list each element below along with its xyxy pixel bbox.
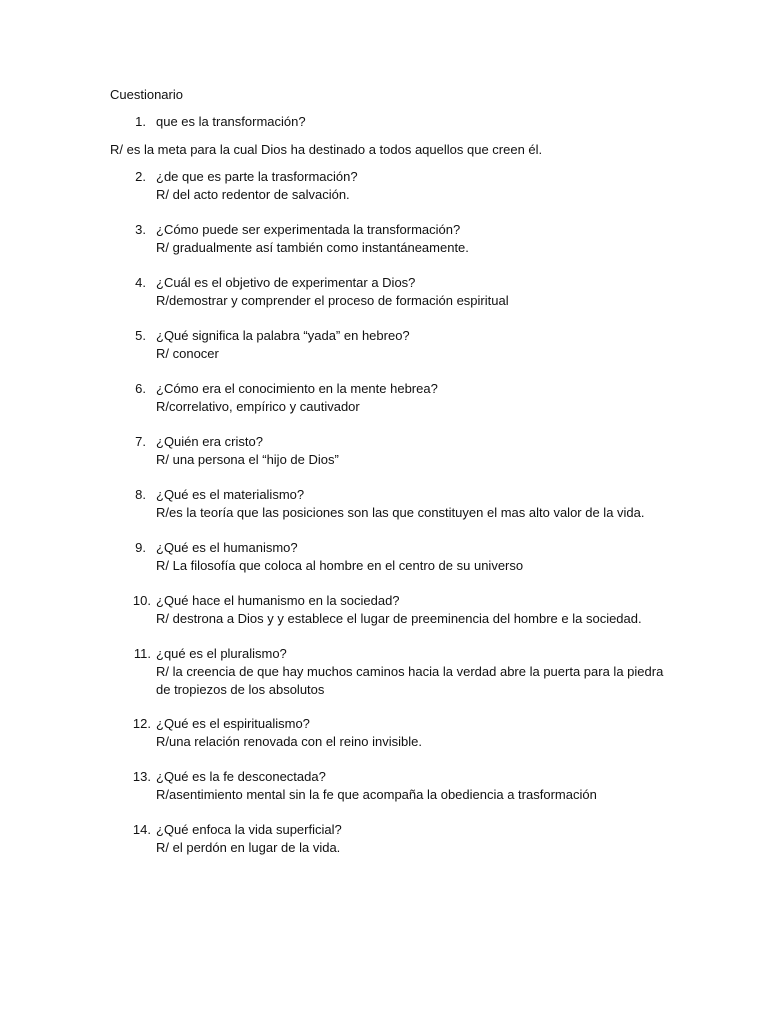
answer-1: R/ es la meta para la cual Dios ha destinado a todos aquellos que creen él. xyxy=(110,142,543,157)
answer-8: R/es la teoría que las posiciones son las que constituyen el mas alto valor de la vida. xyxy=(156,505,645,520)
answer-7: R/ una persona el “hijo de Dios” xyxy=(156,452,339,467)
question-number-9: 9. xyxy=(135,540,146,555)
question-number-6: 6. xyxy=(135,381,146,396)
question-number-13: 13. xyxy=(132,769,151,784)
document-title: Cuestionario xyxy=(110,87,183,102)
answer-2: R/ del acto redentor de salvación. xyxy=(156,187,350,202)
question-number-10: 10. xyxy=(132,593,151,608)
question-number-4: 4. xyxy=(135,275,146,290)
question-number-7: 7. xyxy=(135,434,146,449)
answer-13: R/asentimiento mental sin la fe que acompaña la obediencia a trasformación xyxy=(156,787,597,802)
question-number-1: 1. xyxy=(135,114,146,129)
answer-11-line-1: R/ la creencia de que hay muchos caminos hacia la verdad abre la puerta para la piedra xyxy=(156,664,664,679)
question-number-2: 2. xyxy=(135,169,146,184)
question-7: ¿Quién era cristo? xyxy=(156,434,263,449)
answer-3: R/ gradualmente así también como instantáneamente. xyxy=(156,240,469,255)
question-5: ¿Qué significa la palabra “yada” en hebreo? xyxy=(156,328,410,343)
answer-14: R/ el perdón en lugar de la vida. xyxy=(156,840,341,855)
answer-4: R/demostrar y comprender el proceso de formación espiritual xyxy=(156,293,509,308)
question-3: ¿Cómo puede ser experimentada la transformación? xyxy=(156,222,461,237)
question-number-3: 3. xyxy=(135,222,146,237)
question-6: ¿Cómo era el conocimiento en la mente hebrea? xyxy=(156,381,438,396)
answer-6: R/correlativo, empírico y cautivador xyxy=(156,399,360,414)
answer-11-line-2: de tropiezos de los absolutos xyxy=(156,682,325,697)
question-number-14: 14. xyxy=(132,822,151,837)
question-11: ¿qué es el pluralismo? xyxy=(156,646,287,661)
question-13: ¿Qué es la fe desconectada? xyxy=(156,769,326,784)
question-4: ¿Cuál es el objetivo de experimentar a Dios? xyxy=(156,275,416,290)
question-10: ¿Qué hace el humanismo en la sociedad? xyxy=(156,593,400,608)
answer-9: R/ La filosofía que coloca al hombre en el centro de su universo xyxy=(156,558,524,573)
question-number-5: 5. xyxy=(135,328,146,343)
question-12: ¿Qué es el espiritualismo? xyxy=(156,716,310,731)
question-number-8: 8. xyxy=(135,487,146,502)
answer-10: R/ destrona a Dios y y establece el lugar de preeminencia del hombre e la sociedad. xyxy=(156,611,642,626)
question-9: ¿Qué es el humanismo? xyxy=(156,540,298,555)
question-2: ¿de que es parte la trasformación? xyxy=(156,169,358,184)
question-1: que es la transformación? xyxy=(156,114,306,129)
question-8: ¿Qué es el materialismo? xyxy=(156,487,305,502)
question-number-11: 11. xyxy=(133,646,151,661)
answer-12: R/una relación renovada con el reino invisible. xyxy=(156,734,422,749)
question-14: ¿Qué enfoca la vida superficial? xyxy=(156,822,342,837)
answer-5: R/ conocer xyxy=(156,346,219,361)
question-number-12: 12. xyxy=(132,716,151,731)
